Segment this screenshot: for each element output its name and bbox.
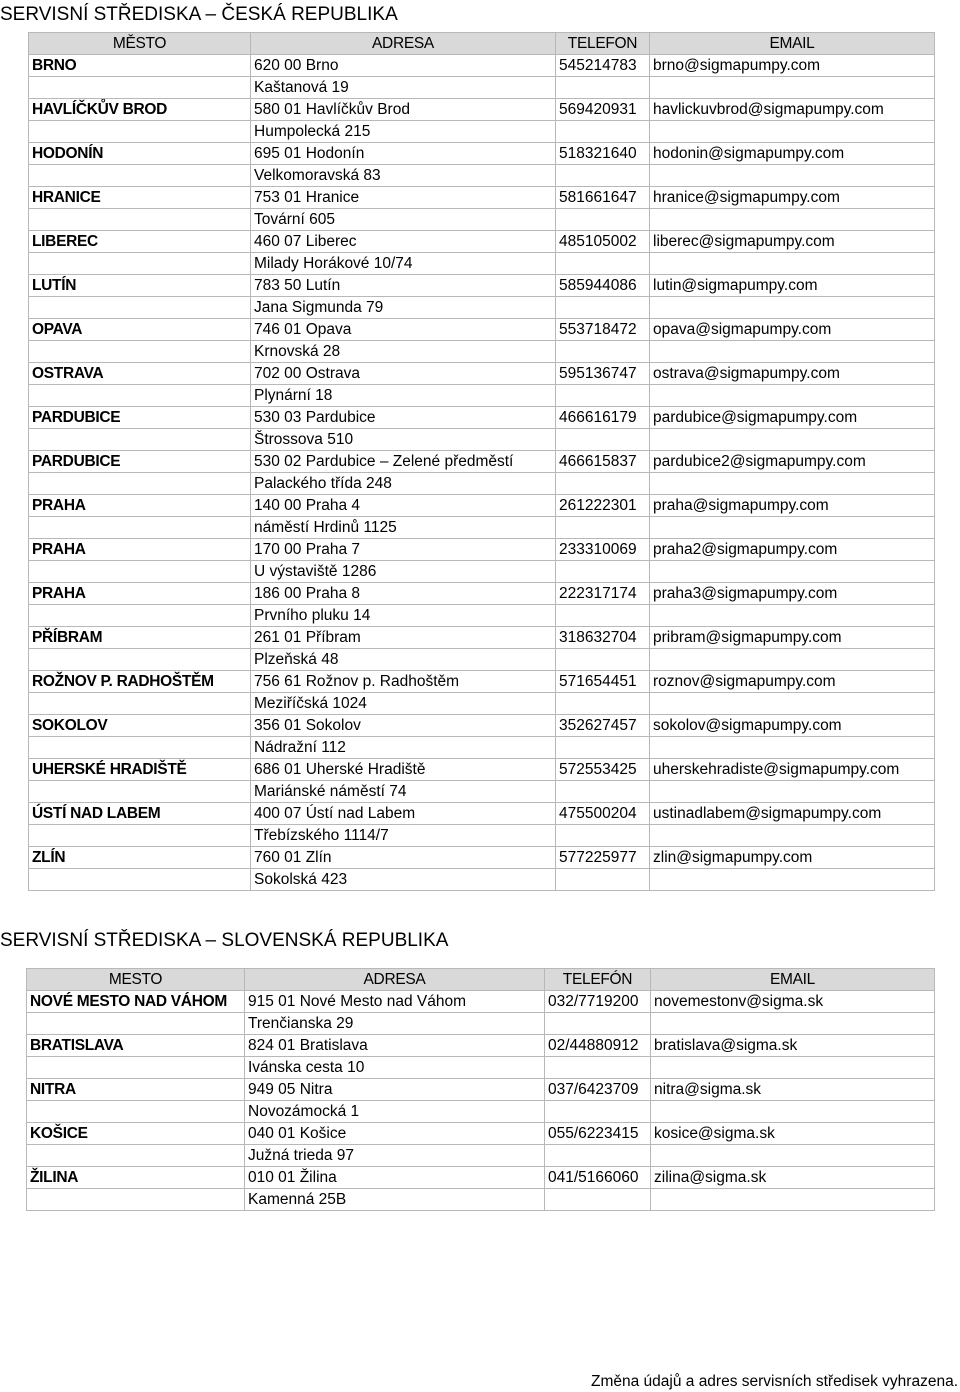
table-row-street (29, 825, 935, 847)
empty-cell (29, 649, 251, 671)
phone-cell: 318632704 (556, 627, 650, 649)
table-row (29, 627, 935, 649)
city-cell: LUTÍN (29, 275, 251, 297)
empty-cell (29, 693, 251, 715)
table-row (29, 363, 935, 385)
empty-cell (29, 385, 251, 407)
city-cell: UHERSKÉ HRADIŠTĚ (29, 759, 251, 781)
empty-cell (650, 825, 935, 847)
table-row-street (27, 1189, 935, 1211)
city-cell: LIBEREC (29, 231, 251, 253)
email-cell: pardubice2@sigmapumpy.com (650, 451, 935, 473)
table-row-street (29, 121, 935, 143)
phone-cell: 466616179 (556, 407, 650, 429)
empty-cell (29, 77, 251, 99)
table-row-street (29, 209, 935, 231)
address-cell: 170 00 Praha 7 (251, 539, 556, 561)
email-cell: bratislava@sigma.sk (651, 1035, 935, 1057)
address-cell: 140 00 Praha 4 (251, 495, 556, 517)
email-cell: kosice@sigma.sk (651, 1123, 935, 1145)
table-header-row (27, 969, 935, 991)
phone-cell: 595136747 (556, 363, 650, 385)
empty-cell (29, 561, 251, 583)
empty-cell (556, 253, 650, 275)
column-header-address: ADRESA (245, 969, 545, 991)
sk-section-title: SERVISNÍ STŘEDISKA – SLOVENSKÁ REPUBLIKA (0, 930, 449, 951)
street-cell: Tovární 605 (251, 209, 556, 231)
city-cell: BRATISLAVA (27, 1035, 245, 1057)
street-cell: Krnovská 28 (251, 341, 556, 363)
table-row (27, 1079, 935, 1101)
email-cell: uherskehradiste@sigmapumpy.com (650, 759, 935, 781)
empty-cell (556, 649, 650, 671)
email-cell: zilina@sigma.sk (651, 1167, 935, 1189)
phone-cell: 485105002 (556, 231, 650, 253)
empty-cell (650, 473, 935, 495)
empty-cell (650, 869, 935, 891)
phone-cell: 577225977 (556, 847, 650, 869)
table-row-street (29, 341, 935, 363)
street-cell: náměstí Hrdinů 1125 (251, 517, 556, 539)
street-cell: U výstaviště 1286 (251, 561, 556, 583)
city-cell: NITRA (27, 1079, 245, 1101)
phone-cell: 545214783 (556, 55, 650, 77)
email-cell: brno@sigmapumpy.com (650, 55, 935, 77)
empty-cell (29, 341, 251, 363)
table-row (29, 55, 935, 77)
empty-cell (651, 1189, 935, 1211)
address-cell: 695 01 Hodonín (251, 143, 556, 165)
empty-cell (651, 1145, 935, 1167)
empty-cell (650, 165, 935, 187)
phone-cell: 572553425 (556, 759, 650, 781)
address-cell: 040 01 Košice (245, 1123, 545, 1145)
street-cell: Humpolecká 215 (251, 121, 556, 143)
phone-cell: 475500204 (556, 803, 650, 825)
city-cell: SOKOLOV (29, 715, 251, 737)
phone-cell: 518321640 (556, 143, 650, 165)
table-row-street (29, 429, 935, 451)
table-row-street (29, 561, 935, 583)
empty-cell (29, 737, 251, 759)
empty-cell (651, 1013, 935, 1035)
address-cell: 580 01 Havlíčkův Brod (251, 99, 556, 121)
email-cell: pardubice@sigmapumpy.com (650, 407, 935, 429)
table-row-street (29, 737, 935, 759)
phone-cell: 466615837 (556, 451, 650, 473)
email-cell: ustinadlabem@sigmapumpy.com (650, 803, 935, 825)
empty-cell (545, 1145, 651, 1167)
table-row (29, 407, 935, 429)
column-header-email: EMAIL (651, 969, 935, 991)
street-cell: Milady Horákové 10/74 (251, 253, 556, 275)
table-row (29, 671, 935, 693)
empty-cell (556, 341, 650, 363)
column-header-email: EMAIL (650, 33, 935, 55)
empty-cell (650, 561, 935, 583)
email-cell: havlickuvbrod@sigmapumpy.com (650, 99, 935, 121)
street-cell: Kaštanová 19 (251, 77, 556, 99)
street-cell: Trenčianska 29 (245, 1013, 545, 1035)
empty-cell (650, 341, 935, 363)
phone-cell: 02/44880912 (545, 1035, 651, 1057)
street-cell: Jana Sigmunda 79 (251, 297, 556, 319)
address-cell: 753 01 Hranice (251, 187, 556, 209)
empty-cell (556, 517, 650, 539)
empty-cell (650, 385, 935, 407)
address-cell: 783 50 Lutín (251, 275, 556, 297)
city-cell: HAVLÍČKŮV BROD (29, 99, 251, 121)
city-cell: HRANICE (29, 187, 251, 209)
address-cell: 702 00 Ostrava (251, 363, 556, 385)
phone-cell: 233310069 (556, 539, 650, 561)
footer-note: Změna údajů a adres servisních středisek vyhrazena. (590, 1373, 958, 1390)
address-cell: 010 01 Žilina (245, 1167, 545, 1189)
empty-cell (545, 1013, 651, 1035)
address-cell: 261 01 Příbram (251, 627, 556, 649)
sk-table-body (27, 991, 935, 1211)
city-cell: OSTRAVA (29, 363, 251, 385)
table-row (29, 451, 935, 473)
city-cell: PRAHA (29, 583, 251, 605)
table-row (29, 539, 935, 561)
empty-cell (650, 297, 935, 319)
empty-cell (556, 473, 650, 495)
table-row-street (29, 253, 935, 275)
address-cell: 686 01 Uherské Hradiště (251, 759, 556, 781)
phone-cell: 055/6223415 (545, 1123, 651, 1145)
email-cell: hodonin@sigmapumpy.com (650, 143, 935, 165)
street-cell: Južná trieda 97 (245, 1145, 545, 1167)
empty-cell (556, 605, 650, 627)
empty-cell (29, 253, 251, 275)
table-row (29, 231, 935, 253)
phone-cell: 037/6423709 (545, 1079, 651, 1101)
city-cell: ŽILINA (27, 1167, 245, 1189)
empty-cell (650, 693, 935, 715)
address-cell: 746 01 Opava (251, 319, 556, 341)
city-cell: PRAHA (29, 539, 251, 561)
table-row (29, 759, 935, 781)
table-row (29, 319, 935, 341)
phone-cell: 352627457 (556, 715, 650, 737)
empty-cell (29, 429, 251, 451)
table-row-street (29, 693, 935, 715)
city-cell: OPAVA (29, 319, 251, 341)
empty-cell (29, 869, 251, 891)
table-row (29, 847, 935, 869)
city-cell: ZLÍN (29, 847, 251, 869)
street-cell: Sokolská 423 (251, 869, 556, 891)
empty-cell (545, 1189, 651, 1211)
email-cell: praha2@sigmapumpy.com (650, 539, 935, 561)
table-row (29, 495, 935, 517)
address-cell: 186 00 Praha 8 (251, 583, 556, 605)
city-cell: PARDUBICE (29, 407, 251, 429)
table-row-street (29, 297, 935, 319)
city-cell: BRNO (29, 55, 251, 77)
email-cell: lutin@sigmapumpy.com (650, 275, 935, 297)
empty-cell (556, 165, 650, 187)
empty-cell (556, 429, 650, 451)
email-cell: praha3@sigmapumpy.com (650, 583, 935, 605)
city-cell: KOŠICE (27, 1123, 245, 1145)
column-header-city: MĚSTO (29, 33, 251, 55)
empty-cell (29, 297, 251, 319)
city-cell: ÚSTÍ NAD LABEM (29, 803, 251, 825)
phone-cell: 581661647 (556, 187, 650, 209)
street-cell: Meziříčská 1024 (251, 693, 556, 715)
email-cell: novemestonv@sigma.sk (651, 991, 935, 1013)
table-row-street (27, 1013, 935, 1035)
empty-cell (650, 737, 935, 759)
cz-section-title: SERVISNÍ STŘEDISKA – ČESKÁ REPUBLIKA (0, 4, 398, 25)
empty-cell (556, 693, 650, 715)
empty-cell (556, 77, 650, 99)
empty-cell (556, 869, 650, 891)
table-row-street (27, 1101, 935, 1123)
phone-cell: 585944086 (556, 275, 650, 297)
empty-cell (556, 209, 650, 231)
email-cell: opava@sigmapumpy.com (650, 319, 935, 341)
city-cell: PRAHA (29, 495, 251, 517)
table-row (29, 583, 935, 605)
empty-cell (27, 1057, 245, 1079)
table-row (29, 803, 935, 825)
city-cell: PARDUBICE (29, 451, 251, 473)
empty-cell (556, 121, 650, 143)
email-cell: hranice@sigmapumpy.com (650, 187, 935, 209)
address-cell: 760 01 Zlín (251, 847, 556, 869)
cz-table-body (29, 55, 935, 891)
empty-cell (27, 1013, 245, 1035)
address-cell: 400 07 Ústí nad Labem (251, 803, 556, 825)
phone-cell: 569420931 (556, 99, 650, 121)
phone-cell: 041/5166060 (545, 1167, 651, 1189)
table-row-street (29, 517, 935, 539)
empty-cell (27, 1145, 245, 1167)
phone-cell: 261222301 (556, 495, 650, 517)
column-header-address: ADRESA (251, 33, 556, 55)
table-row-street (29, 781, 935, 803)
street-cell: Kamenná 25B (245, 1189, 545, 1211)
table-row (27, 1167, 935, 1189)
table-row-street (29, 869, 935, 891)
address-cell: 915 01 Nové Mesto nad Váhom (245, 991, 545, 1013)
table-row-street (29, 473, 935, 495)
address-cell: 530 03 Pardubice (251, 407, 556, 429)
city-cell: ROŽNOV P. RADHOŠTĚM (29, 671, 251, 693)
empty-cell (29, 473, 251, 495)
table-header-row (29, 33, 935, 55)
table-row (29, 187, 935, 209)
email-cell: sokolov@sigmapumpy.com (650, 715, 935, 737)
email-cell: zlin@sigmapumpy.com (650, 847, 935, 869)
empty-cell (650, 429, 935, 451)
empty-cell (29, 165, 251, 187)
email-cell: nitra@sigma.sk (651, 1079, 935, 1101)
street-cell: Mariánské náměstí 74 (251, 781, 556, 803)
empty-cell (556, 297, 650, 319)
empty-cell (27, 1189, 245, 1211)
address-cell: 530 02 Pardubice – Zelené předměstí (251, 451, 556, 473)
empty-cell (556, 561, 650, 583)
address-cell: 356 01 Sokolov (251, 715, 556, 737)
phone-cell: 571654451 (556, 671, 650, 693)
empty-cell (556, 737, 650, 759)
column-header-city: MESTO (27, 969, 245, 991)
empty-cell (650, 77, 935, 99)
street-cell: Štrossova 510 (251, 429, 556, 451)
street-cell: Plzeňská 48 (251, 649, 556, 671)
empty-cell (556, 781, 650, 803)
empty-cell (650, 121, 935, 143)
table-row (29, 275, 935, 297)
empty-cell (650, 781, 935, 803)
empty-cell (650, 253, 935, 275)
street-cell: Velkomoravská 83 (251, 165, 556, 187)
empty-cell (29, 605, 251, 627)
cz-service-centers-table (28, 32, 935, 891)
address-cell: 949 05 Nitra (245, 1079, 545, 1101)
street-cell: Novozámocká 1 (245, 1101, 545, 1123)
empty-cell (29, 781, 251, 803)
email-cell: praha@sigmapumpy.com (650, 495, 935, 517)
empty-cell (545, 1101, 651, 1123)
table-row (27, 1035, 935, 1057)
empty-cell (650, 649, 935, 671)
street-cell: Třebízského 1114/7 (251, 825, 556, 847)
empty-cell (556, 385, 650, 407)
address-cell: 620 00 Brno (251, 55, 556, 77)
empty-cell (545, 1057, 651, 1079)
street-cell: Prvního pluku 14 (251, 605, 556, 627)
phone-cell: 553718472 (556, 319, 650, 341)
table-row (27, 991, 935, 1013)
city-cell: HODONÍN (29, 143, 251, 165)
city-cell: NOVÉ MESTO NAD VÁHOM (27, 991, 245, 1013)
table-row (29, 143, 935, 165)
email-cell: ostrava@sigmapumpy.com (650, 363, 935, 385)
phone-cell: 032/7719200 (545, 991, 651, 1013)
street-cell: Nádražní 112 (251, 737, 556, 759)
table-row-street (27, 1145, 935, 1167)
address-cell: 460 07 Liberec (251, 231, 556, 253)
city-cell: PŘÍBRAM (29, 627, 251, 649)
phone-cell: 222317174 (556, 583, 650, 605)
empty-cell (651, 1057, 935, 1079)
address-cell: 824 01 Bratislava (245, 1035, 545, 1057)
table-row (29, 715, 935, 737)
street-cell: Palackého třída 248 (251, 473, 556, 495)
empty-cell (650, 605, 935, 627)
table-row-street (29, 649, 935, 671)
email-cell: pribram@sigmapumpy.com (650, 627, 935, 649)
table-row (27, 1123, 935, 1145)
empty-cell (29, 209, 251, 231)
email-cell: liberec@sigmapumpy.com (650, 231, 935, 253)
empty-cell (29, 121, 251, 143)
table-row-street (29, 605, 935, 627)
empty-cell (650, 209, 935, 231)
address-cell: 756 61 Rožnov p. Radhoštěm (251, 671, 556, 693)
sk-service-centers-table (26, 968, 935, 1211)
table-row-street (27, 1057, 935, 1079)
email-cell: roznov@sigmapumpy.com (650, 671, 935, 693)
table-row-street (29, 77, 935, 99)
street-cell: Ivánska cesta 10 (245, 1057, 545, 1079)
empty-cell (29, 517, 251, 539)
street-cell: Plynární 18 (251, 385, 556, 407)
column-header-phone: TELEFÓN (545, 969, 651, 991)
empty-cell (29, 825, 251, 847)
column-header-phone: TELEFON (556, 33, 650, 55)
table-row (29, 99, 935, 121)
empty-cell (556, 825, 650, 847)
table-row-street (29, 165, 935, 187)
empty-cell (27, 1101, 245, 1123)
empty-cell (650, 517, 935, 539)
empty-cell (651, 1101, 935, 1123)
table-row-street (29, 385, 935, 407)
